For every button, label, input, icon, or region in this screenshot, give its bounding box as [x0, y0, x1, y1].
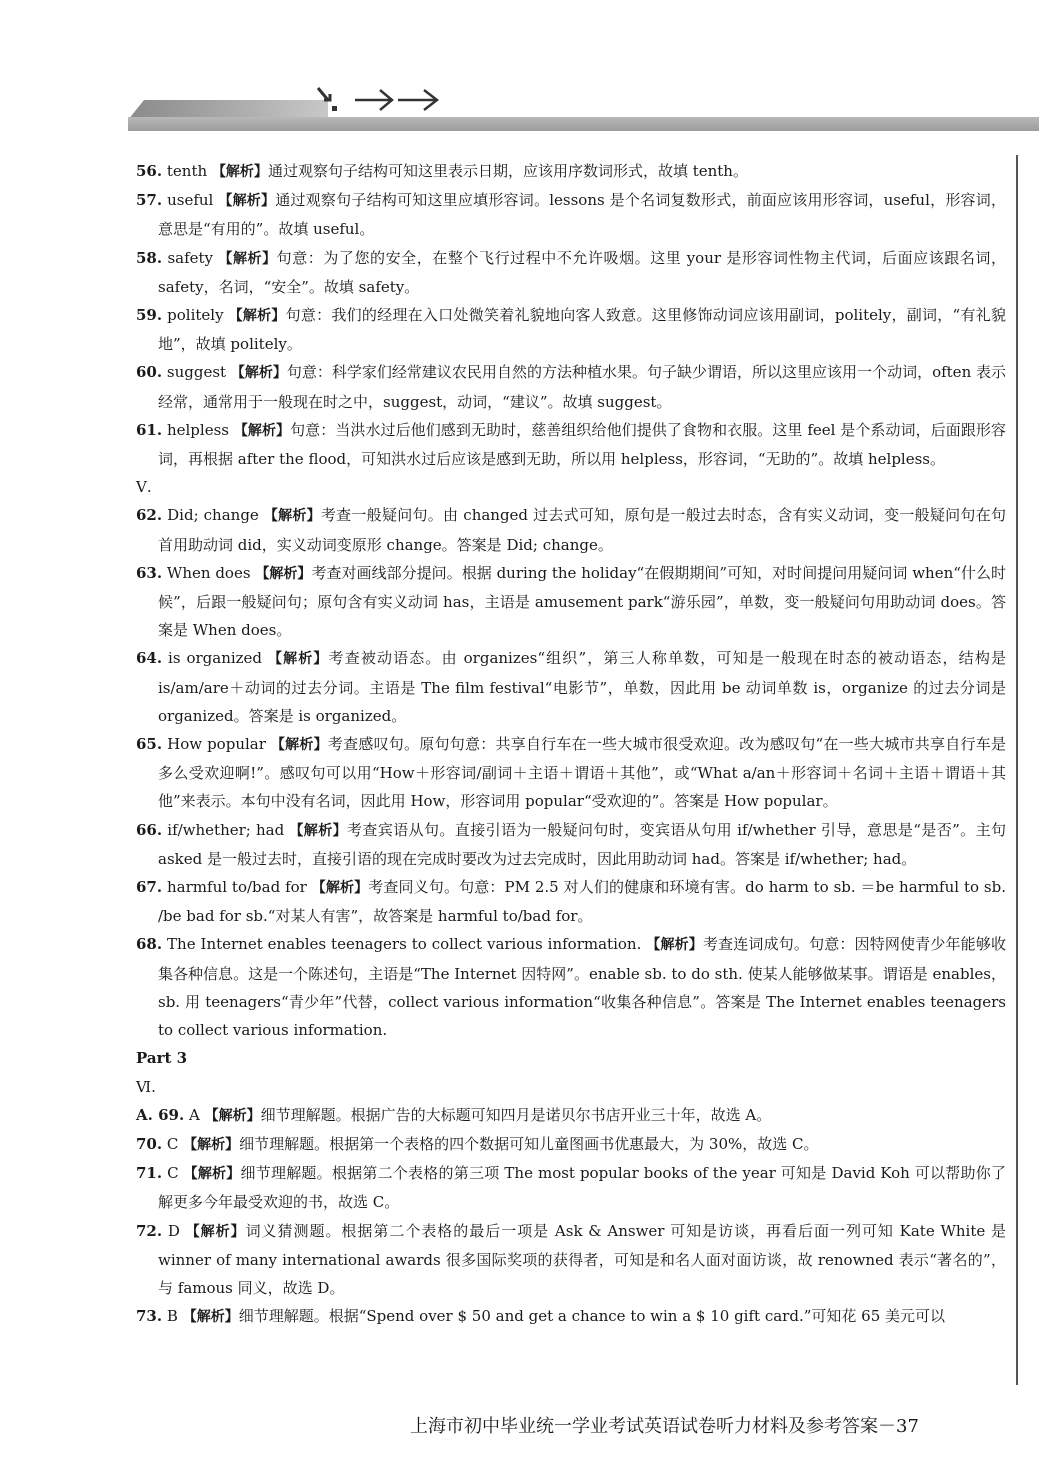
- item-number: 57.: [136, 191, 163, 210]
- item-answer: tenth: [166, 162, 208, 180]
- answer-item: [136, 1130, 1006, 1159]
- analysis-text: 通过观察句子结构可知这里表示日期，应该用序数词形式，故填 tenth。: [267, 162, 748, 180]
- analysis-tag: 【解析】: [183, 1166, 241, 1183]
- answer-item: [136, 501, 1006, 558]
- answer-item: [136, 416, 1006, 473]
- item-answer: suggest: [166, 363, 227, 382]
- analysis-tag: 【解析】: [204, 1107, 261, 1124]
- section-heading-vi: Ⅵ.: [136, 1077, 156, 1096]
- item-number: 68.: [136, 935, 163, 954]
- answer-item: [136, 358, 1006, 415]
- analysis-tag: 【解析】: [233, 422, 291, 439]
- analysis-text: 细节理解题。根据广告的大标题可知四月是诺贝尔书店开业三十年，故选 A。: [260, 1105, 772, 1124]
- item-number: 72.: [136, 1221, 163, 1240]
- analysis-text: 考查同义句。句意：PM 2.5 对人们的健康和环境有害。do harm to sb. ＝be harmful to sb. /be bad for sb.“对某人有害”，故答案是 harmful to/bad for。: [158, 878, 1006, 926]
- item-answer: C: [166, 1134, 179, 1153]
- analysis-tag: 【解析】: [182, 1309, 239, 1326]
- analysis-text: 句意：为了您的安全，在整个飞行过程中不允许吸烟。这里 your 是形容词性物主代词，后面应该跟名词，safety，名词，“安全”。故填 safety。: [158, 248, 1006, 296]
- analysis-text: 句意：科学家们经常建议农民用自然的方法种植水果。句子缺少谓语，所以这里应该用一个动词，often 表示经常，通常用于一般现在时之中，suggest，动词，“建议”。故填 suggest。: [158, 363, 1007, 411]
- analysis-text: 考查连词成句。句意：因特网使青少年能够收集各种信息。这是一个陈述句，主语是“The Internet 因特网”。enable sb. to do sth. 使某人能够做某事。谓语是 enables，sb. 用 teenagers“青少年”代替，collect various information“收集各种信息”。答案是 The Internet enables teenagers to collect various information.: [158, 935, 1006, 1040]
- answer-item: [136, 186, 1006, 243]
- analysis-tag: 【解析】: [311, 880, 369, 897]
- answers-part-a: [136, 157, 1006, 473]
- item-number: 59.: [136, 306, 163, 325]
- margin-rule: [1016, 155, 1018, 1385]
- analysis-text: 细节理解题。根据第一个表格的四个数据可知儿童图画书优惠最大，为 30%，故选 C。: [239, 1134, 819, 1153]
- item-number: 60.: [136, 363, 163, 382]
- header-bar: [128, 117, 1039, 131]
- item-number: A. 69.: [136, 1105, 185, 1124]
- answer-item: [136, 1302, 1006, 1331]
- answer-item: [136, 244, 1006, 301]
- answer-item: [136, 873, 1006, 930]
- part-heading: Part 3: [136, 1049, 188, 1068]
- answer-content: [136, 157, 1006, 1331]
- item-answer: Did; change: [167, 506, 259, 525]
- item-answer: D: [167, 1221, 180, 1240]
- analysis-text: 句意：当洪水过后他们感到无助时，慈善组织给他们提供了食物和衣服。这里 feel 是个系动词，后面跟形容词，再根据 after the flood，可知洪水过后应该是感到无助，所以用 helpless，形容词，“无助的”。故填 helpless。: [158, 420, 1006, 469]
- item-answer: The Internet enables teenagers to collect various information.: [167, 935, 642, 954]
- analysis-tag: 【解析】: [263, 508, 321, 525]
- item-answer: politely: [167, 306, 224, 325]
- item-answer: harmful to/bad for: [167, 878, 307, 897]
- item-number: 67.: [136, 878, 163, 897]
- item-number: 71.: [136, 1164, 163, 1183]
- analysis-tag: 【解析】: [230, 365, 287, 382]
- answer-item: [136, 730, 1006, 816]
- item-number: 66.: [136, 820, 163, 839]
- answer-item: [136, 1101, 1006, 1130]
- header-decoration: [0, 0, 1039, 140]
- item-number: 65.: [136, 735, 163, 754]
- analysis-tag: 【解析】: [255, 565, 312, 582]
- page-footer: 上海市初中毕业统一学业考试英语试卷听力材料及参考答案－37: [410, 1416, 919, 1437]
- item-number: 73.: [136, 1307, 163, 1326]
- analysis-tag: 【解析】: [228, 308, 286, 325]
- item-number: 70.: [136, 1134, 163, 1153]
- item-answer: A: [188, 1105, 200, 1124]
- answer-item: [136, 930, 1006, 1044]
- analysis-tag: 【解析】: [211, 164, 268, 180]
- analysis-tag: 【解析】: [218, 250, 277, 267]
- analysis-tag: 【解析】: [646, 937, 703, 954]
- analysis-text: 考查一般疑问句。由 changed 过去式可知，原句是一般过去时态，含有实义动词，变一般疑问句在句首用助动词 did，实义动词变原形 change。答案是 Did; change。: [158, 506, 1006, 554]
- analysis-tag: 【解析】: [289, 822, 348, 839]
- item-answer: C: [167, 1164, 179, 1183]
- analysis-text: 考查对画线部分提问。根据 during the holiday“在假期期间”可知，对时间提问用疑问词 when“什么时候”，后跟一般疑问句；原句含有实义动词 has，主语是 amusement park“游乐园”，单数，变一般疑问句用助动词 does。答案是 When does。: [158, 563, 1006, 640]
- section-heading-v: Ⅴ.: [136, 478, 152, 497]
- item-answer: How popular: [167, 735, 266, 754]
- answer-item: [136, 157, 1006, 186]
- analysis-tag: 【解析】: [267, 651, 329, 668]
- analysis-text: 句意：我们的经理在入口处微笑着礼貌地向客人致意。这里修饰动词应该用副词，politely，副词，“有礼貌地”，故填 politely。: [158, 306, 1006, 354]
- answer-item: [136, 1159, 1006, 1216]
- item-number: 61.: [136, 420, 163, 439]
- answers-section-vi: [136, 1101, 1006, 1332]
- item-answer: if/whether; had: [167, 820, 285, 839]
- answers-section-v: [136, 501, 1006, 1044]
- answer-item: [136, 816, 1006, 873]
- analysis-text: 考查宾语从句。直接引语为一般疑问句时，变宾语从句用 if/whether 引导，意思是“是否”。主句 asked 是一般过去时，直接引语的现在完成时要改为过去完成时，因此用助动词 had。答案是 if/whether; had。: [158, 820, 1006, 868]
- item-number: 58.: [136, 248, 163, 267]
- analysis-tag: 【解析】: [185, 1223, 246, 1240]
- analysis-tag: 【解析】: [183, 1136, 240, 1153]
- item-number: 56.: [136, 162, 163, 180]
- item-number: 62.: [136, 506, 163, 525]
- answer-item: [136, 301, 1006, 358]
- analysis-tag: 【解析】: [270, 737, 328, 754]
- arrows-icon: [310, 78, 450, 118]
- item-number: 64.: [136, 649, 163, 668]
- analysis-text: 词义猜测题。根据第二个表格的最后一项是 Ask & Answer 可知是访谈，再看后面一列可知 Kate White 是 winner of many international awards 很多国际奖项的获得者，可知是和名人面对面访谈，故 renowned 表示“著名的”，与 famous 同义，故选 D。: [158, 1221, 1006, 1297]
- item-answer: is organized: [168, 649, 263, 668]
- item-answer: helpless: [166, 420, 229, 439]
- item-answer: useful: [167, 191, 214, 210]
- item-answer: safety: [167, 248, 214, 267]
- item-answer: B: [166, 1307, 178, 1326]
- item-answer: When does: [166, 563, 251, 582]
- answer-item: [136, 1217, 1006, 1303]
- analysis-text: 考查感叹句。原句句意：共享自行车在一些大城市很受欢迎。改为感叹句“在一些大城市共享自行车是多么受欢迎啊!”。感叹句可以用“How＋形容词/副词＋主语＋谓语＋其他”，或“What a/an＋形容词＋名词＋主语＋谓语＋其他”来表示。本句中没有名词，因此用 How，形容词用 popular“受欢迎的”。答案是 How popular。: [158, 735, 1006, 811]
- analysis-text: 细节理解题。根据第二个表格的第三项 The most popular books of the year 可知是 David Koh 可以帮助你了解更多今年最受欢迎的书，故选 C。: [158, 1164, 1006, 1212]
- answer-item: [136, 644, 1006, 730]
- answer-item: [136, 559, 1006, 645]
- item-number: 63.: [136, 563, 163, 582]
- analysis-tag: 【解析】: [218, 193, 276, 210]
- analysis-text: 细节理解题。根据“Spend over $ 50 and get a chance to win a $ 10 gift card.”可知花 65 美元可以: [238, 1307, 946, 1326]
- analysis-text: 考查被动语态。由 organizes“组织”，第三人称单数，可知是一般现在时态的被动语态，结构是 is/am/are＋动词的过去分词。主语是 The film festival“电影节”，单数，因此用 be 动词单数 is，organize 的过去分词是 organized。答案是 is organized。: [158, 649, 1006, 725]
- analysis-text: 通过观察句子结构可知这里应填形容词。lessons 是个名词复数形式，前面应该用形容词，useful，形容词，意思是“有用的”。故填 useful。: [158, 191, 1006, 239]
